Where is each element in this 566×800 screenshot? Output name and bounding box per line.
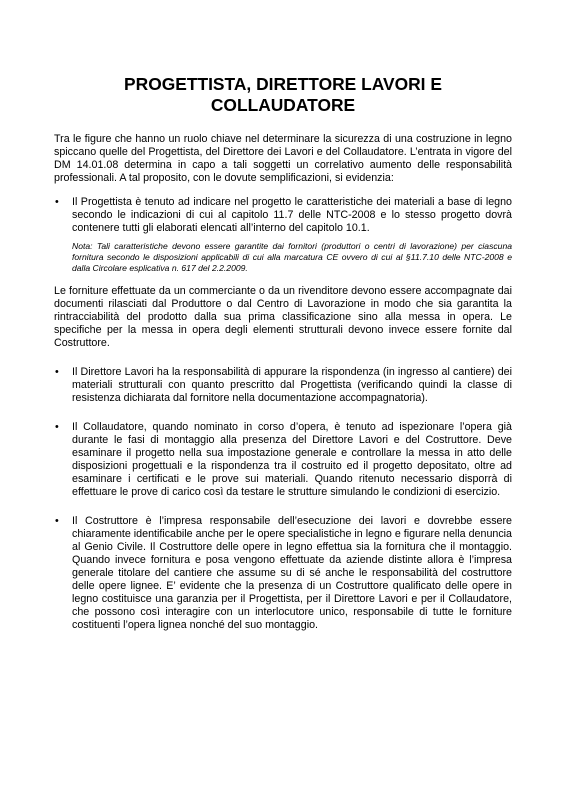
list-item-collaudatore [54, 421, 512, 499]
costruttore-text: Il Costruttore è l’impresa responsabile dell’esecuzione dei lavori e dovrebbe essere chiaramente identificabile anche per le opere specialistiche in legno e figurare nella denuncia al Genio Civile. Il Costruttore delle opere in legno effettua sia la fornitura che il montaggio. Quando invece fornitura e posa vengono effettuate da aziende distinte allora è l’impresa generale titolare del cantiere che assume su di sé anche le responsabilità del costruttore delle opere lignee. E’ evidente che la presenza di un Costruttore qualificato delle opere in legno costituisce una garanzia per il Progettista, per il Direttore Lavori e per il Collaudatore, che possono così interagire con un interlocutore unico, responsabile di tutte le forniture costituenti l’opera lignea nonché del suo montaggio. [72, 515, 512, 631]
note-text: Nota: Tali caratteristiche devono essere garantite dai fornitori (produttori o centri di lavorazione) per ciascuna fornitura secondo le disposizioni applicabili di cui alla marcatura CE ovvero di cui al §11.7.10 delle NTC-2008 e dalla Circolare esplicativa n. 617 del 2.2.2009. [72, 241, 512, 273]
list-item-progettista [54, 196, 512, 274]
list-item-costruttore [54, 515, 512, 632]
bullet-icon: • [55, 421, 59, 433]
forniture-paragraph: Le forniture effettuate da un commerciante o da un rivenditore devono essere accompagnate dai documenti rilasciati dal Produttore o dal Centro di Lavorazione in modo che sia garantita la rintracciabilità del prodotto dalla sua prima classificazione sino alla messa in opera. Le specifiche per la messa in opera degli elementi strutturali devono invece essere fornite dal Costruttore. [54, 285, 512, 349]
collaudatore-text: Il Collaudatore, quando nominato in corso d’opera, è tenuto ad ispezionare l’opera già durante le fasi di montaggio alla presenza del Direttore Lavori e del Costruttore. Deve esaminare il progetto nella sua impostazione generale e controllare la messa in atto delle disposizioni progettuali e la rispondenza tra il costruito ed il progetto depositato, oltre ad esaminare i certificati e le prove sui materiali. Quando ritenuto necessario disporrà di effettuare le prove di carico così da testare le strutture simulando le condizioni di esercizio. [72, 421, 512, 498]
page-title: PROGETTISTA, DIRETTORE LAVORI E COLLAUDATORE [124, 74, 442, 115]
bullet-icon: • [55, 366, 59, 378]
intro-paragraph: Tra le figure che hanno un ruolo chiave nel determinare la sicurezza di una costruzione in legno spiccano quelle del Progettista, del Direttore dei Lavori e del Collaudatore. L’entrata in vigore del DM 14.01.08 determina in capo a tali soggetti un correlativo aumento delle responsabilità professionali. A tal proposito, con le dovute semplificazioni, si evidenzia: [54, 133, 512, 184]
bullet-icon: • [55, 515, 59, 527]
progettista-text: Il Progettista è tenuto ad indicare nel progetto le caratteristiche dei materiali a base di legno secondo le indicazioni di cui al capitolo 11.7 delle NTC-2008 e lo stesso progetto dovrà contenere tutti gli elaborati elencati all’interno del capitolo 10.1. [72, 196, 512, 234]
direttore-text: Il Direttore Lavori ha la responsabilità di appurare la rispondenza (in ingresso al cantiere) dei materiali strutturali con quanto prescritto dal Progettista (verificando quindi la classe di resistenza dichiarata dal fornitore nella documentazione accompagnatoria). [72, 366, 512, 404]
bullet-icon: • [55, 196, 59, 208]
list-item-direttore [54, 366, 512, 405]
